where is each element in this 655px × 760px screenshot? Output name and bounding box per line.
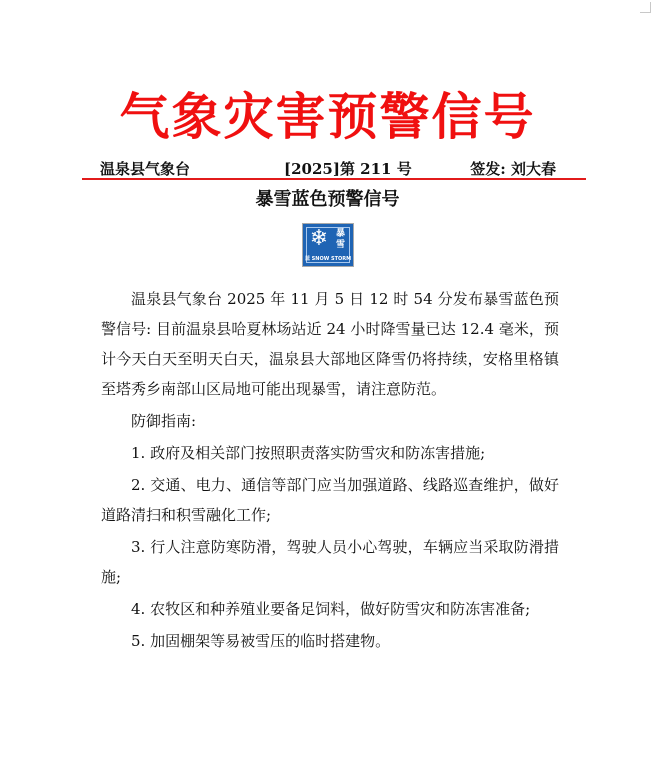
red-divider-rule [82, 178, 586, 180]
document-body [101, 284, 559, 658]
snowflake-icon: ❄ [309, 226, 329, 251]
body-paragraph-guide-2: 2. 交通、电力、通信等部门应当加强道路、线路巡查维护，做好道路清扫和积雪融化工作; [101, 476, 559, 524]
body-paragraph-guide-heading: 防御指南: [131, 412, 197, 430]
document-title: 暴雪蓝色预警信号 [255, 189, 400, 210]
signal-icon-caption: 蓝 SNOW STORM [304, 256, 352, 262]
issuer-name: 温泉县气象台 [100, 160, 191, 178]
snowstorm-blue-signal-icon [302, 223, 354, 267]
signal-glyph-bottom: 雪 [336, 240, 346, 250]
signal-glyph-top: 暴 [336, 229, 346, 239]
body-paragraph-guide-4: 4. 农牧区和种养殖业要备足饲料，做好防雪灾和防冻害准备; [131, 600, 531, 618]
body-paragraph-guide-5: 5. 加固棚架等易被雪压的临时搭建物。 [131, 632, 391, 650]
signer-name: 签发: 刘大春 [470, 160, 556, 178]
document-number: [2025]第 211 号 [284, 160, 412, 178]
body-paragraph-announcement: 温泉县气象台 2025 年 11 月 5 日 12 时 54 分发布暴雪蓝色预警信号: 目前温泉县哈夏林场站近 24 小时降雪量已达 12.4 毫米，预计今天白天至明天白天，温泉县大部地区降雪仍将持续，安格里格镇至塔秀乡南部山区局地可能出现暴雪，请注意防范。 [101, 290, 559, 398]
body-paragraph-guide-1: 1. 政府及相关部门按照职责落实防雪灾和防冻害措施; [131, 444, 486, 462]
page-corner-mark [640, 2, 651, 13]
document-meta-line [82, 158, 584, 180]
body-paragraph-guide-3: 3. 行人注意防寒防滑，驾驶人员小心驾驶，车辆应当采取防滑措施; [101, 538, 559, 586]
masthead-title: 气象灾害预警信号 [119, 88, 536, 146]
